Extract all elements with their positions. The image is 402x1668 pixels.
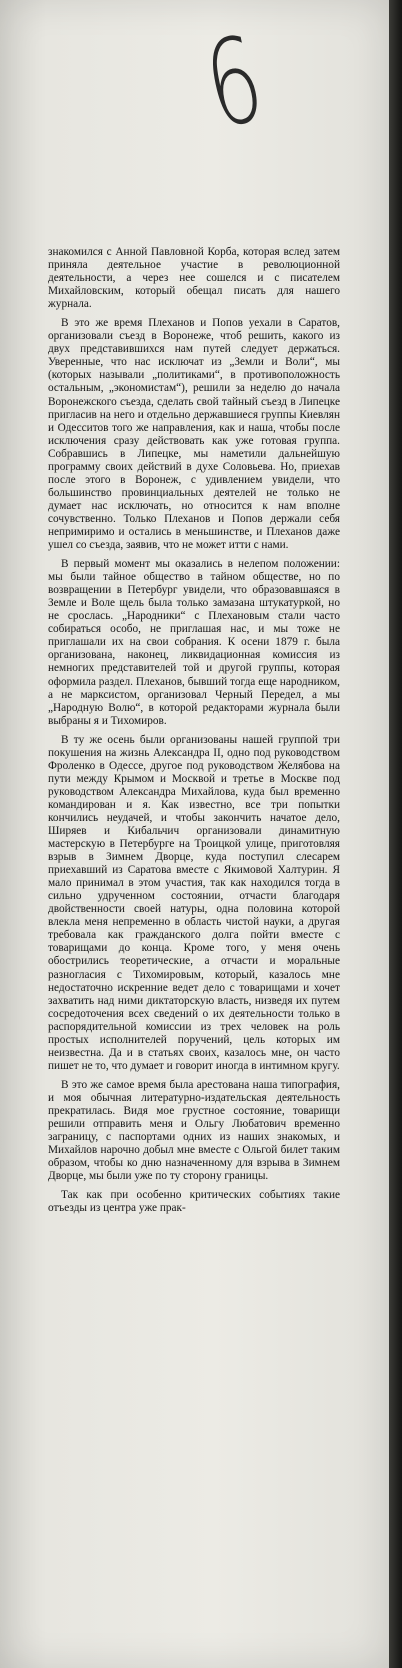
- paragraph: В это же самое время была арестована наша типография, и моя обычная литературно-издательская деятельность прекратилась. Видя мое грустное состояние, товарищи решили отправить меня и Ольгу Любатович временно заграницу, с паспортами одних из наших знакомых, и Михайлов нарочно добыл мне вместе с Ольгой билет таким образом, чтобы ко дню назначенному для взрыва в Зимнем Дворце, мы были уже по ту сторону границы.: [48, 1078, 340, 1183]
- handwritten-page-number: 6: [193, 9, 275, 156]
- scan-edge: [389, 0, 402, 1668]
- body-text: [48, 246, 340, 1221]
- paragraph: В это же время Плеханов и Попов уехали в Саратов, организовали съезд в Воронеже, чтоб решить, какого из двух представившихся нам путей следует держаться. Уверенные, что нас исключат из „Земли и Воли“, мы (которых называли „политиками“, в противоположность остальным, „экономистам“), решили за неделю до начала Воронежского съезда, сделать свой тайный съезд в Липецке пригласив на него и отдельно державшиеся группы Киевлян и Одесситов того же направления, как и наша, чтобы после исключения сразу действовать как уже готовая группа. Собравшись в Липецке, мы наметили дальнейшую программу своих действий в духе Соловьева. Но, приехав после этого в Воронеж, с удивлением увидели, что большинство провинциальных деятелей не только не думает нас исключать, но относится к нам вполне сочувственно. Только Плеханов и Попов держали себя непримиримо и остались в меньшинстве, и Плеханов даже ушел со съезда, заявив, что не может итти с нами.: [48, 317, 340, 552]
- paragraph: В первый момент мы оказались в нелепом положении: мы были тайное общество в тайном обществе, но по возвращении в Петербург увидели, что образовавшаяся в Земле и Воле щель была только замазана штукатуркой, но не срослась. „Народники“ с Плехановым стали часто собираться особо, не приглашая нас, и мы тоже не приглашали их на свои собрания. К осени 1879 г. была организована, наконец, ликвидационная комиссия из немногих представителей той и другой группы, которая оформила раздел. Плеханов, бывший тогда еще народником, а не марксистом, организовал Черный Передел, а мы „Народную Волю“, в которой редакторами журнала были выбраны я и Тихомиров.: [48, 558, 340, 727]
- paragraph: знакомился с Анной Павловной Корба, которая вслед затем приняла деятельное участие в революционной деятельности, а через нее сошелся и с писателем Михайловским, который обещал писать для нашего журнала.: [48, 246, 340, 311]
- paragraph: В ту же осень были организованы нашей группой три покушения на жизнь Александра II, одно под руководством Фроленко в Одессе, другое под руководством Желябова на пути между Крымом и Москвой и третье в Москве под руководством Александра Михайлова, куда был временно командирован и я. Как известно, все три попытки кончились неудачей, и чтобы закончить начатое дело, Ширяев и Кибальчич организовали динамитную мастерскую в Петербурге на Троицкой улице, приготовляя взрыв в Зимнем Дворце, куда поступил слесарем приехавший из Саратова вместе с Якимовой Халтурин. Я мало принимал в этом участия, так как находился тогда в сильно удрученном состоянии, отчасти благодаря двойственности своей натуры, одна половина которой влекла меня непременно в область чистой науки, а другая требовала как гражданского долга пойти вместе с товарищами до конца. Кроме того, у меня очень обострились теоретические, а отчасти и моральные разногласия с Тихомировым, который, казалось мне недостаточно искренние ведет дело с товарищами и хочет захватить над ними диктаторскую власть, низведя их путем сосредоточения всех сведений о их деятельности только в распорядительной комиссии из трех человек на роль простых исполнителей поручений, цель которых им неизвестна. Да и в статьях своих, казалось мне, он часто пишет не то, что думает и говорит иногда в интимном кругу.: [48, 733, 340, 1072]
- paragraph: Так как при особенно критических событиях такие отъезды из центра уже прак-: [48, 1189, 340, 1215]
